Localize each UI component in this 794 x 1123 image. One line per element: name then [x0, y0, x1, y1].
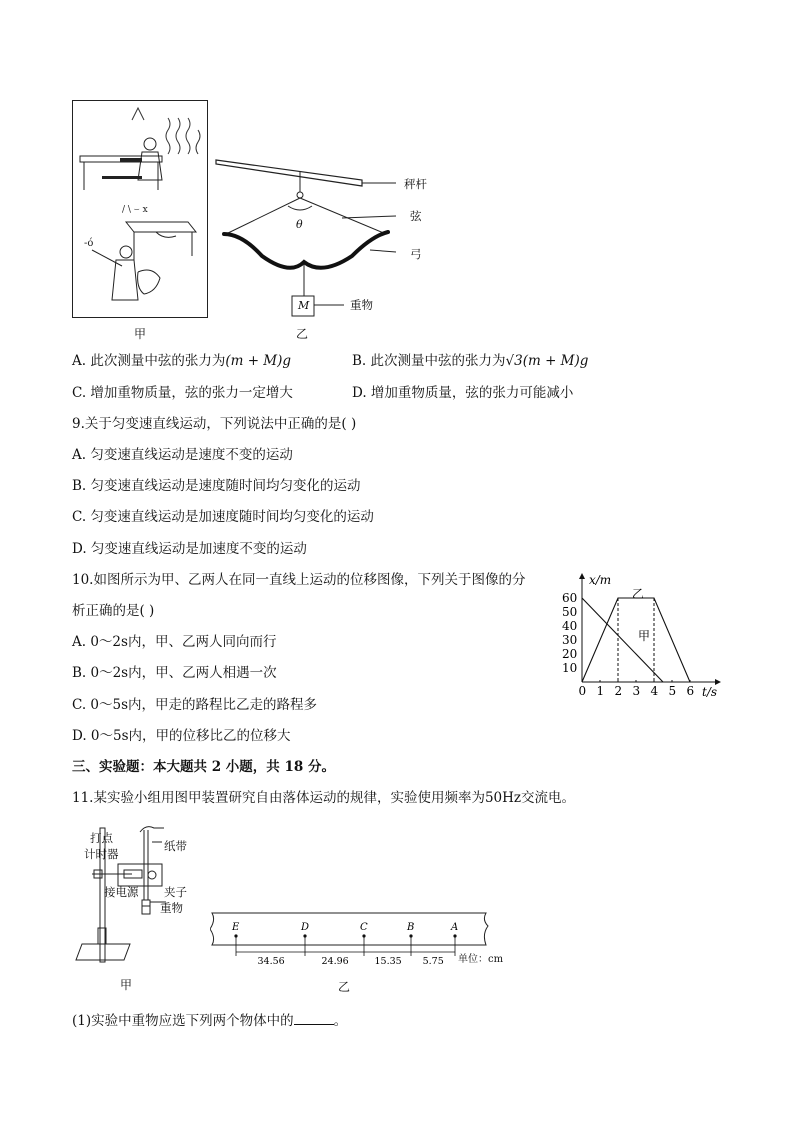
xt-chart-svg: [560, 568, 740, 708]
label-timer-2: 计时器: [84, 847, 119, 861]
figure-jia-illustration: [72, 100, 208, 318]
figure-jia-caption: 甲: [134, 327, 147, 341]
label-string: 弦: [410, 209, 422, 223]
q8-option-b-formula: √3(m + M)g: [505, 353, 589, 369]
scale-weighing-illustration: [72, 100, 208, 318]
label-power: 接电源: [104, 885, 139, 899]
q9-option-d: D. 匀变速直线运动是加速度不变的运动: [72, 541, 307, 557]
tape-point-label: A: [451, 922, 459, 933]
q8-option-c: C. 增加重物质量，弦的张力一定增大: [72, 385, 293, 401]
bow-scale-diagram: [212, 150, 432, 320]
y-tick-label: 50: [562, 605, 578, 619]
x-tick-label: 2: [614, 684, 623, 698]
paper-tape-svg: [210, 912, 494, 972]
tape-unit: 单位：cm: [458, 954, 504, 965]
q8-option-a: [72, 352, 291, 370]
label-clip: 夹子: [164, 885, 187, 899]
label-timer-1: 打点: [90, 831, 113, 845]
x-tick-label: 1: [596, 684, 605, 698]
paper-tape: [210, 912, 494, 972]
q8-option-a-text: A. 此次测量中弦的张力为: [72, 353, 226, 369]
tape-point-label: C: [360, 922, 368, 933]
tape-distance-label: 5.75: [422, 956, 444, 967]
figure-yi-caption: 乙: [296, 327, 309, 341]
q10-option-b: B. 0～2s内，甲、乙两人相遇一次: [72, 665, 277, 681]
q10-stem-line1: 10.如图所示为甲、乙两人在同一直线上运动的位移图像，下列关于图像的分: [72, 572, 526, 588]
figure-yi-bow-scale: [212, 150, 432, 320]
y-tick-label: 10: [562, 661, 578, 675]
y-tick-label: 60: [562, 591, 578, 605]
apparatus-jia-caption: 甲: [120, 978, 133, 992]
y-tick-label: 30: [562, 633, 578, 647]
series-label-jia: 甲: [638, 629, 651, 643]
q9-stem: 9.关于匀变速直线运动，下列说法中正确的是( ): [72, 416, 357, 432]
q8-option-b: [352, 352, 588, 370]
label-weight: 重物: [350, 298, 373, 312]
q11-sub1-end: 。: [333, 1013, 348, 1029]
x-axis-label: t/s: [702, 685, 718, 699]
y-tick-label: 20: [562, 647, 578, 661]
tape-point-label: B: [407, 922, 415, 933]
label-tape: 纸带: [164, 839, 187, 853]
q8-option-d: D. 增加重物质量，弦的张力可能减小: [352, 385, 574, 401]
tape-point-label: D: [301, 922, 310, 933]
q10-option-c: C. 0～5s内，甲走的路程比乙走的路程多: [72, 697, 318, 713]
tape-distance-label: 34.56: [257, 956, 285, 967]
answer-blank[interactable]: [294, 1012, 334, 1025]
q9-option-a: A. 匀变速直线运动是速度不变的运动: [72, 447, 293, 463]
series-line-jia: [582, 598, 663, 682]
q10-stem-line2: 析正确的是( ): [72, 603, 155, 619]
label-weight-apparatus: 重物: [160, 901, 183, 915]
svg-text:/ \ ⌣ x: / \ ⌣ x: [122, 205, 148, 215]
x-tick-label: 3: [632, 684, 641, 698]
section-3-heading: 三、实验题：本大题共 2 小题，共 18 分。: [72, 759, 335, 775]
tape-distance-label: 24.96: [321, 956, 349, 967]
q10-option-d: D. 0～5s内，甲的位移比乙的位移大: [72, 728, 291, 744]
y-axis-label: x/m: [589, 573, 612, 587]
series-label-yi: 乙: [632, 587, 645, 601]
tape-distance-label: 15.35: [374, 956, 402, 967]
q9-option-c: C. 匀变速直线运动是加速度随时间均匀变化的运动: [72, 509, 374, 525]
label-bow: 弓: [410, 247, 422, 261]
series-line-yi: [582, 598, 690, 682]
q10-option-a: A. 0～2s内，甲、乙两人同向而行: [72, 634, 277, 650]
x-tick-label: 0: [578, 684, 587, 698]
x-tick-label: 6: [686, 684, 695, 698]
q8-option-a-formula: (m + M)g: [225, 353, 292, 369]
q11-stem: 11.某实验小组用图甲装置研究自由落体运动的规律，实验使用频率为50Hz交流电。: [72, 790, 576, 806]
q9-option-b: B. 匀变速直线运动是速度随时间均匀变化的运动: [72, 478, 361, 494]
paper-tape-caption: 乙: [338, 980, 351, 994]
label-mass-m: M: [298, 299, 310, 312]
tape-point-label: E: [232, 922, 240, 933]
displacement-time-chart: [560, 568, 740, 708]
label-scale-beam: 秤杆: [404, 177, 427, 191]
x-tick-label: 4: [650, 684, 659, 698]
x-tick-label: 5: [668, 684, 677, 698]
q11-sub1-text: (1)实验中重物应选下列两个物体中的: [72, 1013, 294, 1029]
q8-option-b-text: B. 此次测量中弦的张力为: [352, 353, 506, 369]
label-angle-theta: θ: [296, 218, 303, 231]
svg-text:-ó: -ó: [84, 238, 94, 249]
y-tick-label: 40: [562, 619, 578, 633]
q11-sub1: [72, 1012, 347, 1030]
